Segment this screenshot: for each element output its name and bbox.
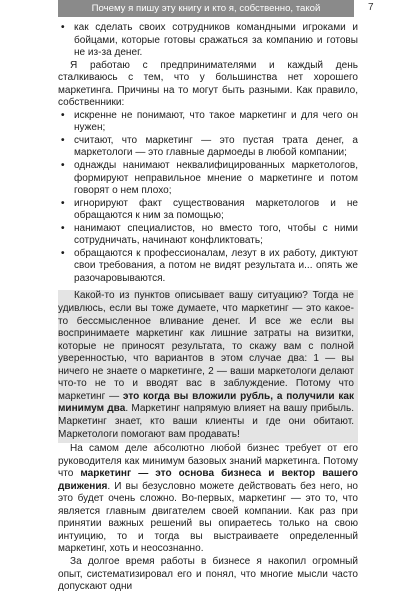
list-item: • считают, что маркетинг — это пустая трата денег, а маркетологи — это главные дармоеды в любой компании; [58, 135, 358, 160]
list-item: • игнорируют факт существования маркетологов и не обращаются к ним за помощью; [58, 198, 358, 223]
top-bullet-list [58, 22, 358, 60]
intro-paragraph: Я работаю с предпринимателями и каждый день сталкиваюсь с тем, что у большинства нет хорошего маркетинга. Причины на то могут быть разными. Как правило, собственники: [58, 59, 358, 109]
highlight-bold-1: это когда вы вложили рубль, а получили как минимум два [58, 390, 354, 415]
list-item: • нанимают специалистов, но вместо того, чтобы с ними сотрудничать, начинают конфликтовать; [58, 223, 358, 248]
paragraph-3: За долгое время работы в бизнесе я накопил огромный опыт, систематизировал его и понял, что многие мысли часто допускают одни [58, 555, 358, 593]
list-item: • искренне не понимают, что такое маркетинг и для чего он нужен; [58, 110, 358, 135]
paragraph-2 [58, 443, 358, 556]
list-item: • как сделать своих сотрудников командными игроками и бойцами, которые готовы сражаться за компанию и готовы не из-за денег. [58, 22, 358, 60]
list-item: • обращаются к профессионалам, лезут в их работу, диктуют свои требования, а потом не видят результата и... опять же разочаровываются. [58, 248, 358, 286]
paragraph-2-text-2: . И вы безусловно можете действовать без него, но это будет очень сложно. Во-первых, маркетинг — это то, что является главным двигателем своей компании. Как раз при принятии важных решений вы опираетесь только на свою интуицию, то и тогда вы выстраиваете определенный маркетинг, хоть и неосознанно. [58, 480, 358, 555]
page-body [58, 22, 358, 594]
reasons-list [58, 110, 358, 286]
page-number: 7 [368, 2, 374, 13]
running-header: Почему я пишу эту книгу и кто я, собственно, такой [58, 0, 354, 17]
list-item: • однажды нанимают неквалифицированных маркетологов, формируют неправильное мнение о маркетинге и потом говорят о нем плохо; [58, 160, 358, 198]
highlight-text-1: Какой-то из пунктов описывает вашу ситуацию? Тогда не удивлюсь, если вы тоже думаете, что маркетинг — это какое-то бессмысленное вливание денег. И все же если вы воспринимаете маркетинг как лишние затраты на визитки, которые не приносят результата, то скажу вам с полной уверенностью, что вариантов в этом случае два: 1 — вы ничего не знаете о маркетинге, 2 — ваши маркетологи делают что-то не то и вводят вас в заблуждение. Потому что маркетинг — [58, 290, 354, 402]
highlight-box [58, 290, 358, 443]
paragraph-2-text-1: На самом деле абсолютно любой бизнес требует от его руководителя как минимум базовых знаний маркетинга. Потому что [58, 443, 358, 480]
highlight-text-2: . Маркетинг напрямую влияет на вашу прибыль. Маркетинг знает, кто ваши клиенты и где они обитают. Маркетологи помогают вам продавать! [58, 403, 354, 440]
paragraph-2-bold: маркетинг — это основа бизнеса и вектор вашего движения [58, 468, 358, 492]
highlight-paragraph [58, 290, 354, 441]
